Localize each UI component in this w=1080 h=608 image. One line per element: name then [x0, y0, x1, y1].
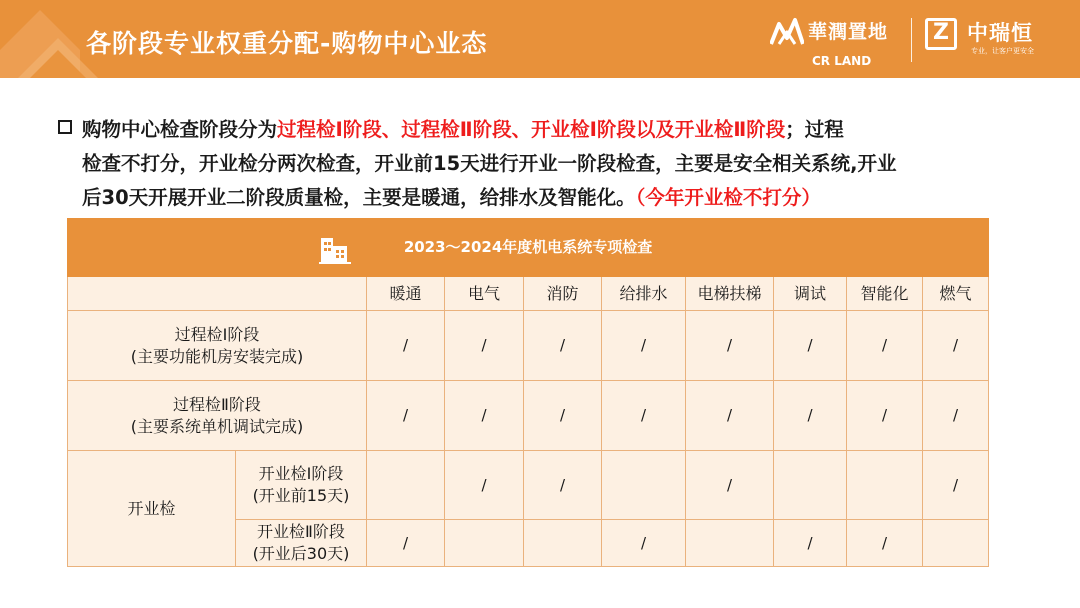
table-cell: /: [847, 311, 923, 381]
column-header: 消防: [524, 277, 602, 311]
table-header-corner: [68, 277, 367, 311]
building-icon: [318, 232, 352, 266]
table-banner-title: 2023～2024年度机电系统专项检查: [403, 238, 653, 257]
square-bullet-icon: [58, 120, 72, 134]
table-cell: /: [367, 520, 445, 567]
column-header: 智能化: [847, 277, 923, 311]
intro-line-1: 购物中心检查阶段分为过程检Ⅰ阶段、过程检Ⅱ阶段、开业检Ⅰ阶段以及开业检Ⅱ阶段；过程: [82, 118, 844, 141]
table-cell: [367, 451, 445, 520]
table-cell: /: [847, 381, 923, 451]
table-cell: /: [686, 451, 774, 520]
page-title: 各阶段专业权重分配-购物中心业态: [86, 29, 488, 58]
group-label: 开业检: [68, 451, 236, 567]
row-label: 开业检Ⅰ阶段 (开业前15天): [236, 451, 367, 520]
table-cell: /: [923, 311, 989, 381]
table-cell: [524, 520, 602, 567]
table-cell: /: [602, 381, 686, 451]
table-cell: /: [774, 311, 847, 381]
cr-land-logo-mark-icon: [770, 16, 804, 46]
table-row: [68, 381, 989, 451]
column-header: 给排水: [602, 277, 686, 311]
table-cell: /: [602, 520, 686, 567]
table-cell: [602, 451, 686, 520]
row-label: 开业检Ⅱ阶段 (开业后30天): [236, 520, 367, 567]
column-header: 电气: [445, 277, 524, 311]
column-header: 电梯扶梯: [686, 277, 774, 311]
intro-line-2: 检查不打分，开业检分两次检查，开业前15天进行开业一阶段检查，主要是安全相关系统,开业: [82, 152, 897, 175]
table-cell: /: [686, 381, 774, 451]
table-cell: [923, 520, 989, 567]
table-cell: /: [367, 311, 445, 381]
zhongruiheng-logo: [925, 14, 1075, 70]
row-label: 过程检Ⅱ阶段 (主要系统单机调试完成): [68, 381, 367, 451]
intro-highlight-stages: 过程检Ⅰ阶段、过程检Ⅱ阶段、开业检Ⅰ阶段以及开业检Ⅱ阶段: [277, 118, 786, 141]
table-cell: [686, 520, 774, 567]
logo-divider: [911, 18, 912, 62]
table-cell: /: [524, 381, 602, 451]
inspection-table: [67, 218, 989, 567]
table-cell: /: [686, 311, 774, 381]
table-cell: /: [923, 451, 989, 520]
intro-highlight-note: （今年开业检不打分）: [635, 186, 821, 209]
table-cell: /: [602, 311, 686, 381]
table-row: [68, 311, 989, 381]
zhongruiheng-logo-slogan: 专业，让客户更安全: [971, 47, 1034, 55]
table-cell: /: [774, 520, 847, 567]
table-cell: /: [367, 381, 445, 451]
table-cell: [847, 451, 923, 520]
header-bar: [0, 0, 1080, 78]
column-header: 燃气: [923, 277, 989, 311]
table-row: [68, 451, 989, 520]
table-cell: /: [774, 381, 847, 451]
column-header: 暖通: [367, 277, 445, 311]
cr-land-logo-chinese: 華潤置地: [808, 21, 889, 43]
table-cell: /: [445, 311, 524, 381]
table-cell: /: [445, 451, 524, 520]
zhongruiheng-logo-name: 中瑞恒: [967, 21, 1033, 45]
table-cell: /: [923, 381, 989, 451]
table-cell: /: [445, 381, 524, 451]
table-cell: /: [524, 311, 602, 381]
table-header-row: [68, 277, 989, 311]
z-logo-icon: Z: [925, 18, 957, 50]
table-banner-row: [68, 219, 989, 277]
table-banner: [68, 219, 989, 277]
row-label: 过程检Ⅰ阶段 (主要功能机房安装完成): [68, 311, 367, 381]
column-header: 调试: [774, 277, 847, 311]
cr-land-logo-english: CR LAND: [812, 54, 872, 68]
intro-line-3: 后30天开展开业二阶段质量检，主要是暖通，给排水及智能化。（今年开业检不打分）: [82, 186, 821, 209]
table-cell: /: [847, 520, 923, 567]
cr-land-logo: [770, 14, 910, 70]
table-cell: [774, 451, 847, 520]
table-cell: /: [524, 451, 602, 520]
table-cell: [445, 520, 524, 567]
